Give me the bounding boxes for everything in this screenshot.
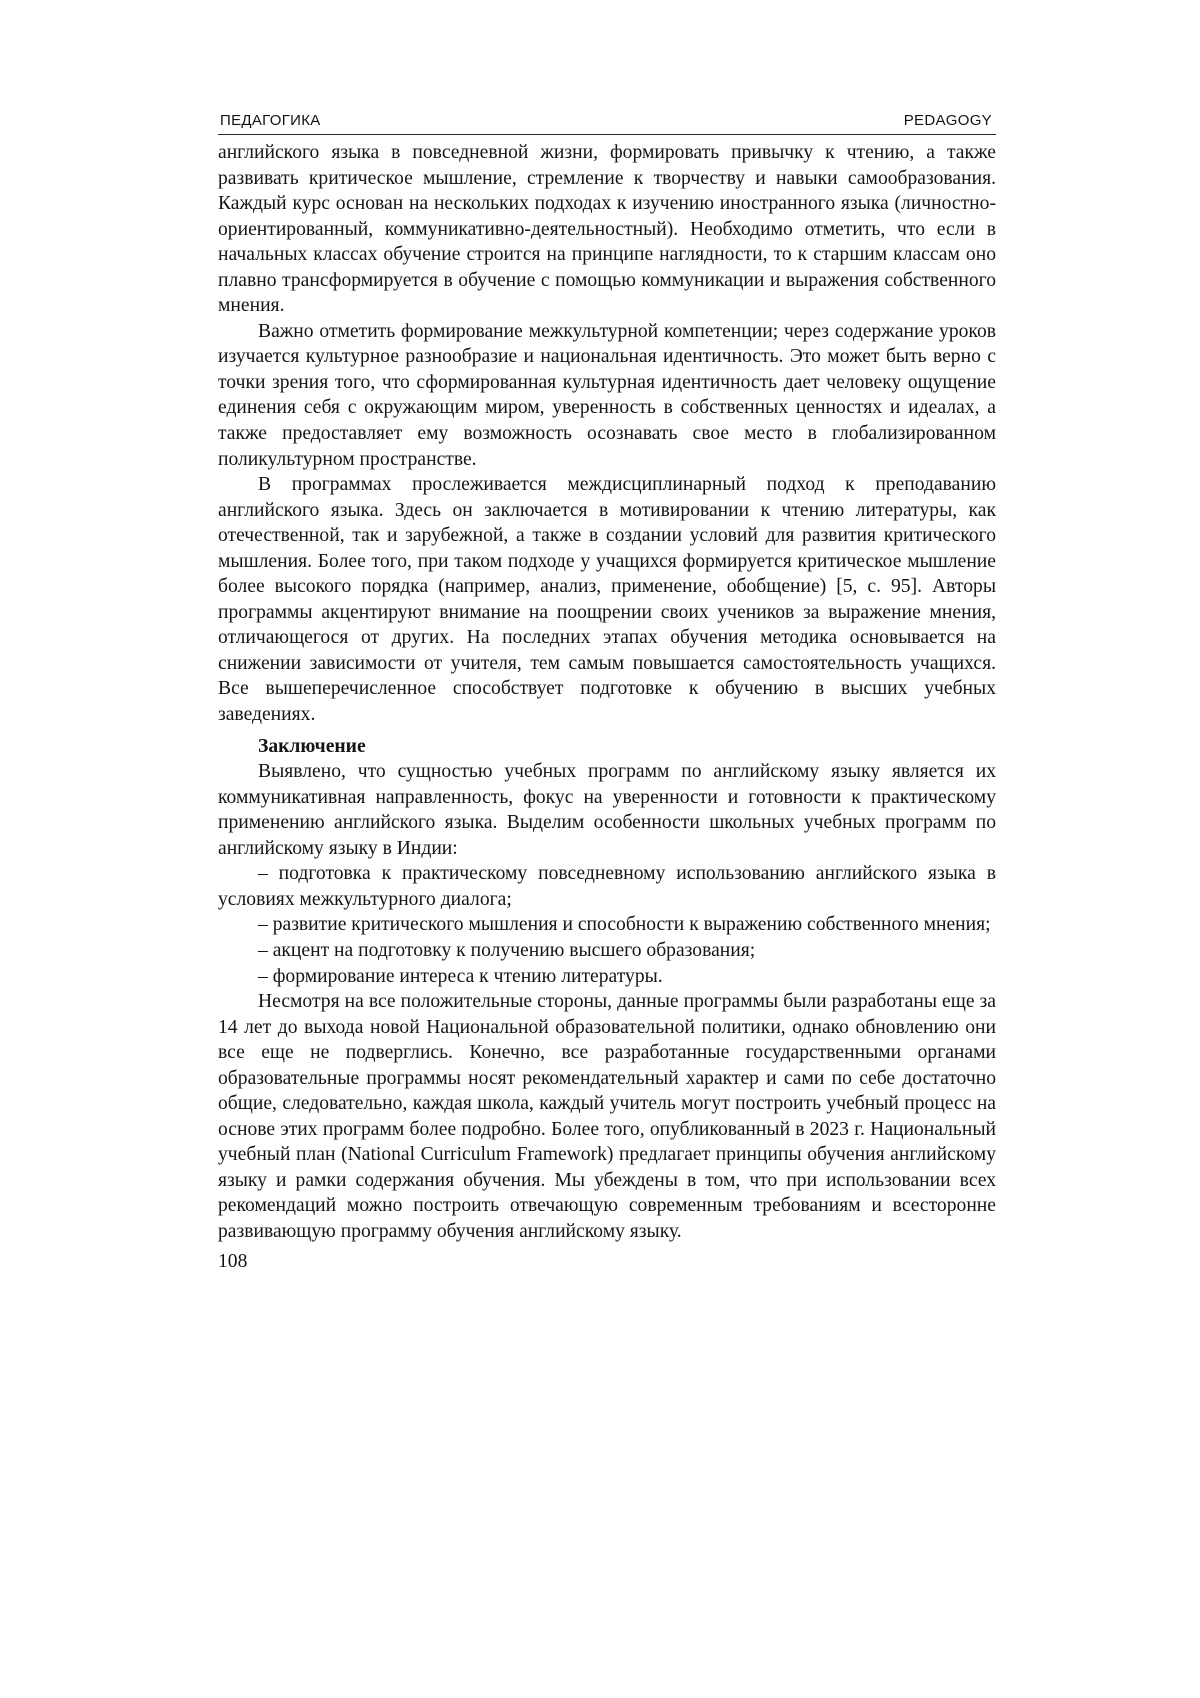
journal-page (218, 112, 996, 1274)
article-body (218, 140, 996, 1245)
body-paragraph: английского языка в повседневной жизни, формировать привычку к чтению, а также развивать критическое мышление, стремление к творчеству и навыки самообразования. Каждый курс основан на нескольких подходах к изучению иностранного языка (личностно-ориентированный, коммуникативно-деятельностный). Необходимо отметить, что если в начальных классах обучение строится на принципе наглядности, то к старшим классам оно плавно трансформируется в обучение с помощью коммуникации и выражения собственного мнения. (218, 142, 996, 317)
section-heading-conclusion: Заключение (258, 735, 366, 757)
list-item: – подготовка к практическому повседневному использованию английского языка в условиях межкультурного диалога; (218, 863, 996, 910)
body-paragraph: Важно отметить формирование межкультурной компетенции; через содержание уроков изучается культурное разнообразие и национальная идентичность. Это может быть верно с точки зрения того, что сформированная культурная идентичность дает человеку ощущение единения себя с окружающим миром, уверенность в собственных ценностях и идеалах, а также предоставляет ему возможность осознавать свое место в глобализированном поликультурном пространстве. (218, 320, 996, 470)
list-item: – развитие критического мышления и способности к выражению собственного мнения; (258, 914, 991, 936)
running-header (218, 112, 996, 135)
header-section-ru: ПЕДАГОГИКА (220, 112, 321, 129)
header-section-en: PEDAGOGY (903, 112, 992, 129)
conclusion-intro: Выявлено, что сущностью учебных программ по английскому языку является их коммуникативная направленность, фокус на уверенности и готовности к практическому применению английского языка. Выделим особенности школьных учебных программ по английскому языку в Индии: (218, 761, 996, 859)
list-item: – формирование интереса к чтению литературы. (258, 965, 663, 987)
page-number: 108 (218, 1250, 248, 1272)
list-item: – акцент на подготовку к получению высшего образования; (258, 939, 756, 961)
body-paragraph: В программах прослеживается междисциплинарный подход к преподаванию английского языка. Здесь он заключается в мотивировании к чтению литературы, как отечественной, так и зарубежной, а также в создании условий для развития критического мышления. Более того, при таком подходе у учащихся формируется критическое мышление более высокого порядка (например, анализ, применение, обобщение) [5, с. 95]. Авторы программы акцентируют внимание на поощрении своих учеников за выражение мнения, отличающегося от других. На последних этапах обучения методика основывается на снижении зависимости от учителя, тем самым повышается самостоятельность учащихся. Все вышеперечисленное способствует подготовке к обучению в высших учебных заведениях. (218, 474, 996, 726)
conclusion-closing: Несмотря на все положительные стороны, данные программы были разработаны еще за 14 лет до выхода новой Национальной образовательной политики, однако обновлению они все еще не подверглись. Конечно, все разработанные государственными органами образовательные программы носят рекомендательный характер и сами по себе достаточно общие, следовательно, каждая школа, каждый учитель могут построить учебный процесс на основе этих программ более подробно. Более того, опубликованный в 2023 г. Национальный учебный план (National Curriculum Framework) предлагает принципы обучения английскому языку и рамки содержания обучения. Мы убеждены в том, что при использовании всех рекомендаций можно построить отвечающую современным требованиям и всесторонне развивающую программу обучения английскому языку. (218, 991, 996, 1242)
